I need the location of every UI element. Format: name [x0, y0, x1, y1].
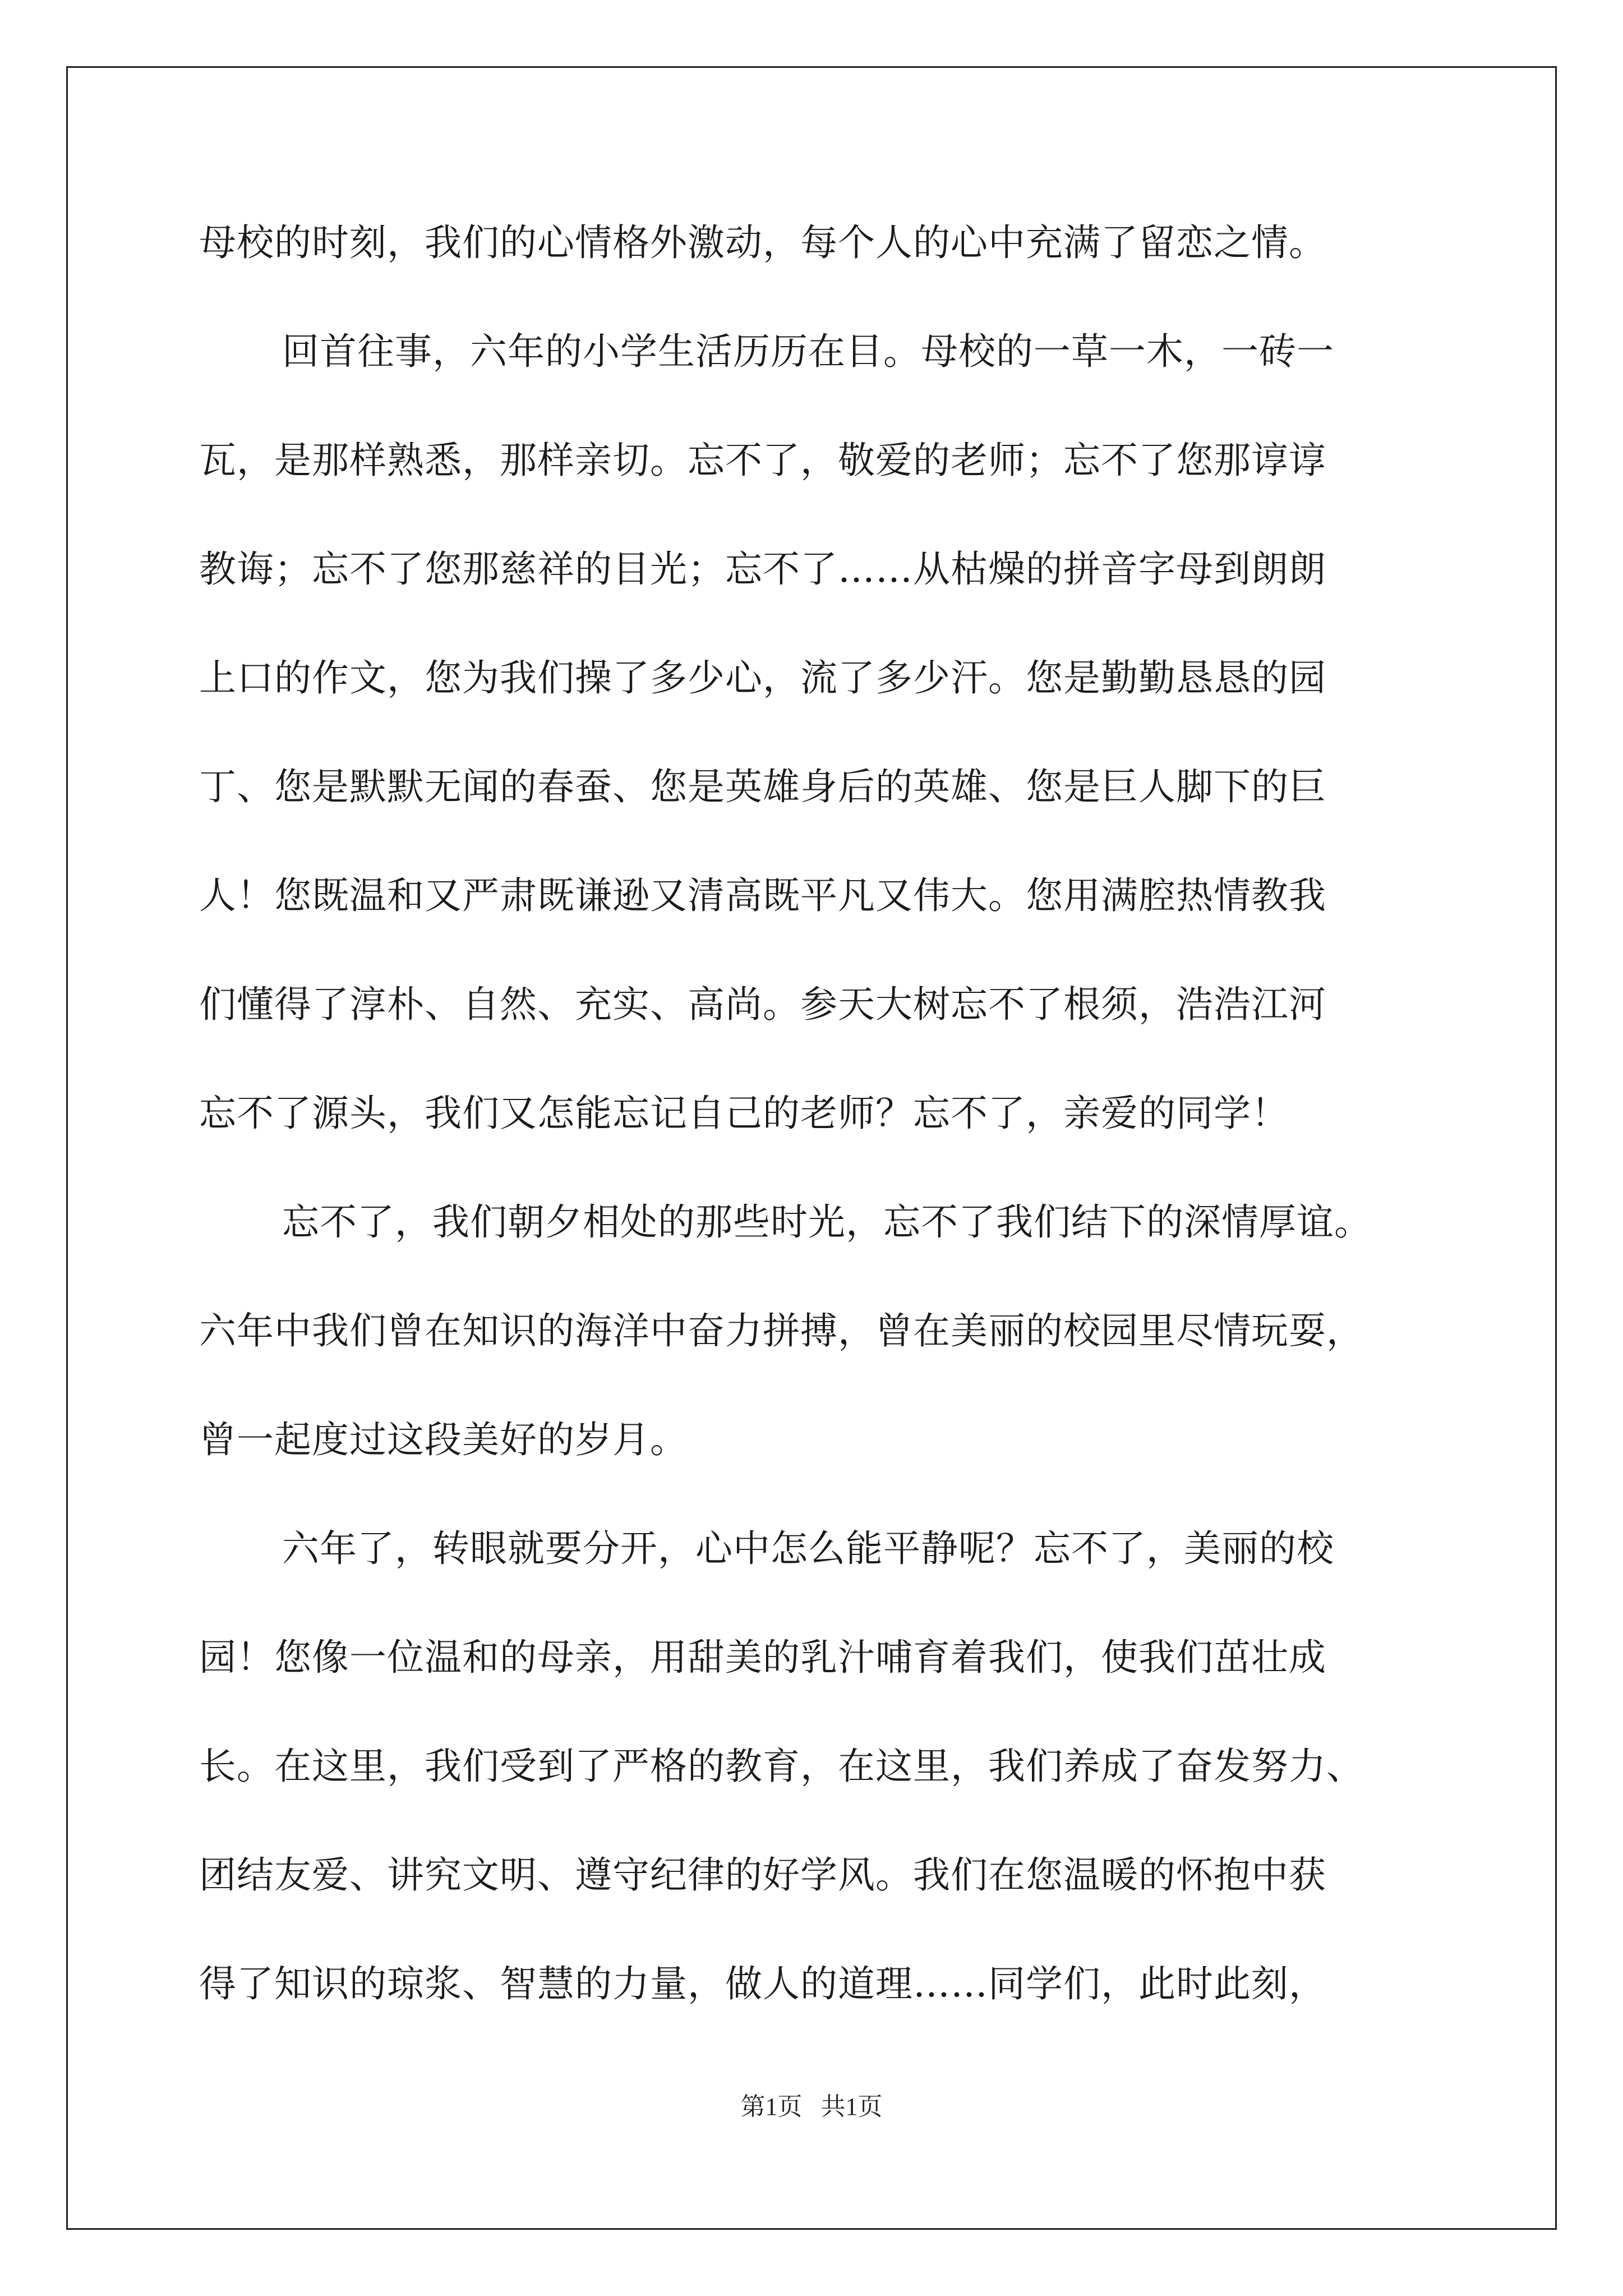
paragraph-start-line: 回首往事，六年的小学生活历历在目。母校的一草一木，一砖一 — [282, 330, 1334, 373]
text-line: 上口的作文，您为我们操了多少心，流了多少汗。您是勤勤恳恳的园 — [199, 656, 1326, 700]
text-line: 六年中我们曾在知识的海洋中奋力拼搏，曾在美丽的校园里尽情玩耍， — [199, 1309, 1364, 1352]
text-line: 忘不了源头，我们又怎能忘记自己的老师？忘不了，亲爱的同学！ — [199, 1092, 1289, 1135]
text-line: 母校的时刻，我们的心情格外激动，每个人的心中充满了留恋之情。 — [199, 221, 1326, 264]
text-line: 团结友爱、讲究文明、遵守纪律的好学风。我们在您温暖的怀抱中获 — [199, 1853, 1326, 1897]
paragraph-start-line: 忘不了，我们朝夕相处的那些时光，忘不了我们结下的深情厚谊。 — [282, 1200, 1372, 1244]
text-line: 们懂得了淳朴、自然、充实、高尚。参天大树忘不了根须，浩浩江河 — [199, 983, 1326, 1026]
paragraph-start-line: 六年了，转眼就要分开，心中怎么能平静呢？忘不了，美丽的校 — [282, 1527, 1334, 1570]
page-total: 共1页 — [820, 2093, 883, 2120]
text-line: 瓦，是那样熟悉，那样亲切。忘不了，敬爱的老师；忘不了您那谆谆 — [199, 439, 1326, 482]
text-line: 教诲；忘不了您那慈祥的目光；忘不了……从枯燥的拼音字母到朗朗 — [199, 547, 1326, 591]
text-line: 得了知识的琼浆、智慧的力量，做人的道理……同学们，此时此刻， — [199, 1962, 1326, 2005]
page-footer — [0, 2090, 1623, 2124]
page-number: 第1页 — [740, 2093, 803, 2120]
text-line: 园！您像一位温和的母亲，用甜美的乳汁哺育着我们，使我们茁壮成 — [199, 1636, 1326, 1679]
text-line: 人！您既温和又严肃既谦逊又清高既平凡又伟大。您用满腔热情教我 — [199, 874, 1326, 917]
text-line: 长。在这里，我们受到了严格的教育，在这里，我们养成了奋发努力、 — [199, 1745, 1364, 1788]
text-line: 丁、您是默默无闻的春蚕、您是英雄身后的英雄、您是巨人脚下的巨 — [199, 765, 1326, 808]
text-line: 曾一起度过这段美好的岁月。 — [199, 1418, 688, 1461]
document-body — [199, 218, 1433, 2068]
